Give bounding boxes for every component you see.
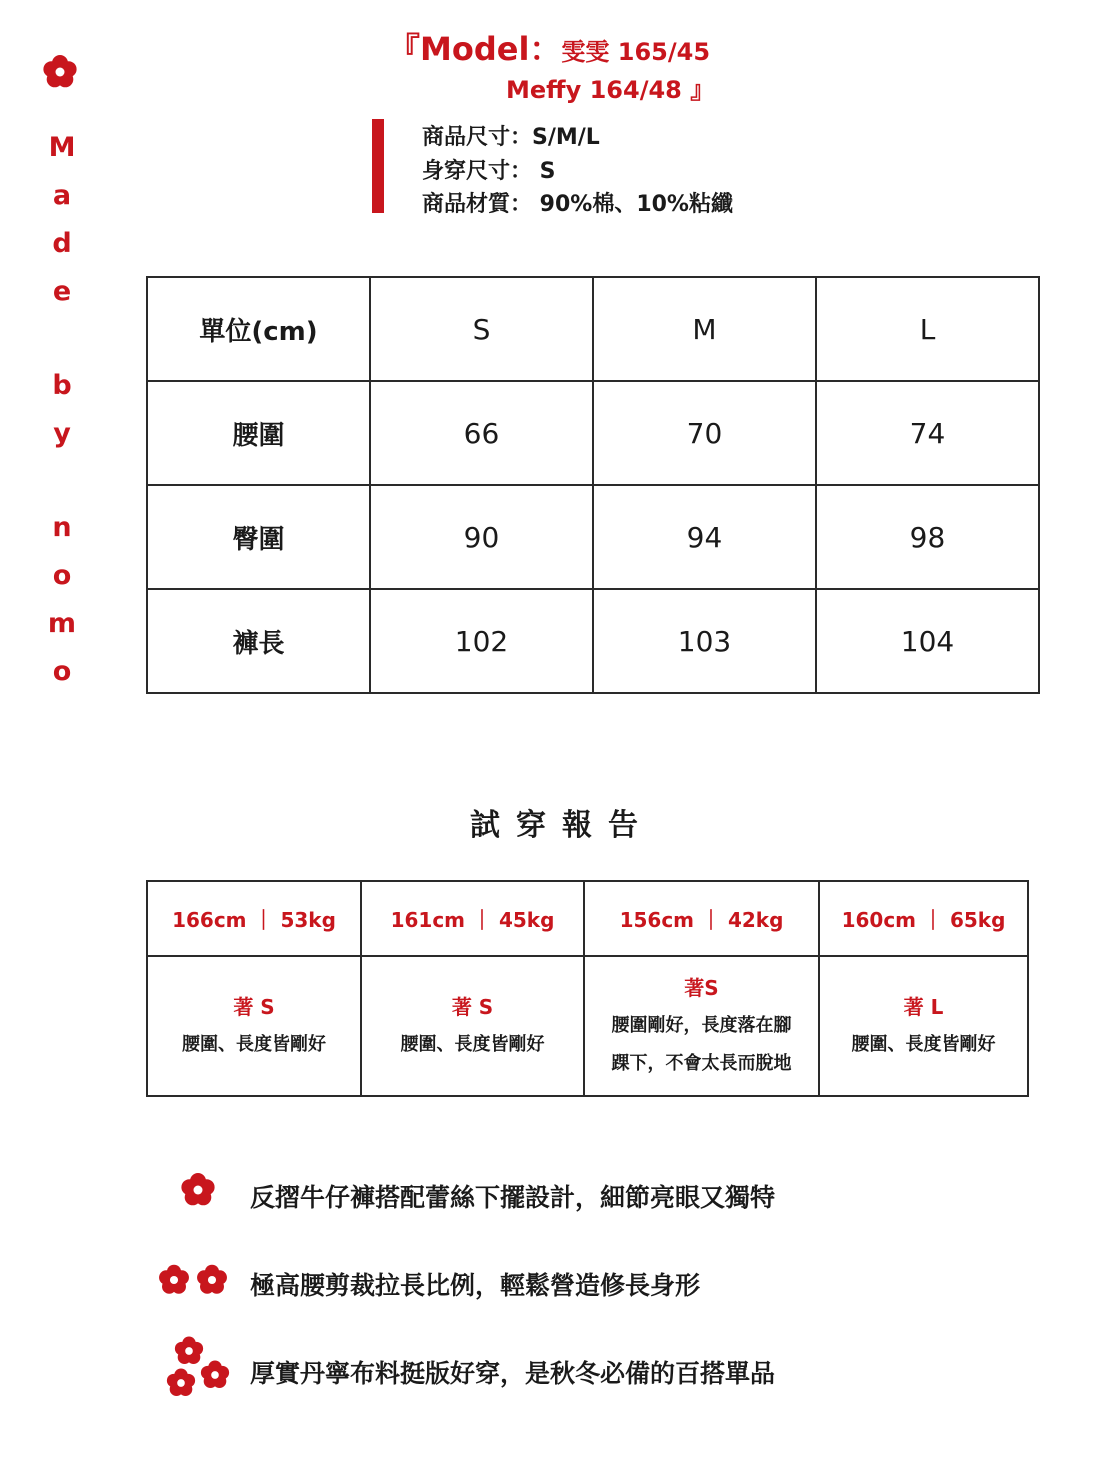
tester-feedback — [819, 956, 1028, 1096]
header-cell: L — [816, 277, 1039, 381]
table-cell: 98 — [816, 485, 1039, 589]
brand-letter: y — [53, 418, 71, 449]
table-row — [147, 589, 1039, 693]
table-cell: 102 — [370, 589, 593, 693]
tester-feedback — [361, 956, 584, 1096]
tester-size: 著 L — [903, 995, 944, 1019]
tester-feedback — [147, 956, 361, 1096]
tester-size: 著S — [684, 976, 719, 1000]
header-cell: M — [593, 277, 816, 381]
brand-letter: M — [48, 132, 76, 163]
model-label: 『Model： — [388, 30, 562, 68]
model-heading — [388, 24, 710, 70]
spec-accent-bar — [372, 119, 384, 213]
brand-letter: d — [52, 228, 72, 259]
header-cell: S — [370, 277, 593, 381]
tester-size: 著 S — [233, 995, 275, 1019]
table-cell: 94 — [593, 485, 816, 589]
flower-icon — [198, 1358, 232, 1392]
table-cell: 104 — [816, 589, 1039, 693]
brand-letter: o — [52, 560, 72, 591]
tester-feedback — [584, 956, 819, 1096]
brand-letter: o — [52, 656, 72, 687]
table-cell: 103 — [593, 589, 816, 693]
flower-icon — [194, 1262, 230, 1298]
row-label: 褲長 — [147, 589, 370, 693]
tester-stats: 166cm ｜ 53kg — [147, 881, 361, 956]
brand-letter: e — [52, 276, 72, 307]
size-table-header — [147, 277, 1039, 381]
flower-icon — [156, 1262, 192, 1298]
brand-letter: b — [52, 370, 72, 401]
tester-note: 踝下，不會太長而脫地 — [611, 1053, 792, 1074]
flower-icon — [40, 52, 80, 92]
report-title: 試穿報告 — [470, 808, 654, 843]
model-name-1: 雯雯 165/45 — [561, 38, 711, 66]
model-name-2: Meffy 164/48 』 — [506, 76, 715, 104]
tryon-body-row — [147, 956, 1028, 1096]
spec-product-size: 商品尺寸：S/M/L — [422, 125, 600, 150]
table-cell: 66 — [370, 381, 593, 485]
brand-letter: m — [47, 608, 77, 639]
feature-item: 反摺牛仔褲搭配蕾絲下擺設計，細節亮眼又獨特 — [250, 1183, 776, 1212]
table-row — [147, 485, 1039, 589]
tester-note: 腰圍剛好，長度落在腳 — [611, 1015, 792, 1036]
tryon-header-row — [147, 881, 1028, 956]
tester-note: 腰圍、長度皆剛好 — [400, 1034, 545, 1055]
flower-icon — [164, 1366, 198, 1400]
spec-material: 商品材質： 90%棉、10%粘纖 — [422, 192, 733, 217]
tester-stats: 160cm ｜ 65kg — [819, 881, 1028, 956]
table-cell: 90 — [370, 485, 593, 589]
table-cell: 70 — [593, 381, 816, 485]
tester-note: 腰圍、長度皆剛好 — [182, 1034, 326, 1055]
brand-letter: n — [52, 512, 72, 543]
table-cell: 74 — [816, 381, 1039, 485]
brand-letter: a — [52, 180, 72, 211]
feature-item: 極高腰剪裁拉長比例，輕鬆營造修長身形 — [250, 1271, 701, 1300]
row-label: 腰圍 — [147, 381, 370, 485]
tester-stats: 156cm ｜ 42kg — [584, 881, 819, 956]
spec-worn-size: 身穿尺寸： S — [422, 159, 556, 184]
size-table — [146, 276, 1040, 694]
row-label: 臀圍 — [147, 485, 370, 589]
tester-note: 腰圍、長度皆剛好 — [851, 1034, 996, 1055]
tester-stats: 161cm ｜ 45kg — [361, 881, 584, 956]
table-row — [147, 381, 1039, 485]
flower-icon — [178, 1170, 218, 1210]
tryon-table — [146, 880, 1029, 1097]
header-cell: 單位(cm) — [147, 277, 370, 381]
feature-item: 厚實丹寧布料挺版好穿，是秋冬必備的百搭單品 — [250, 1359, 776, 1388]
tester-size: 著 S — [451, 995, 494, 1019]
